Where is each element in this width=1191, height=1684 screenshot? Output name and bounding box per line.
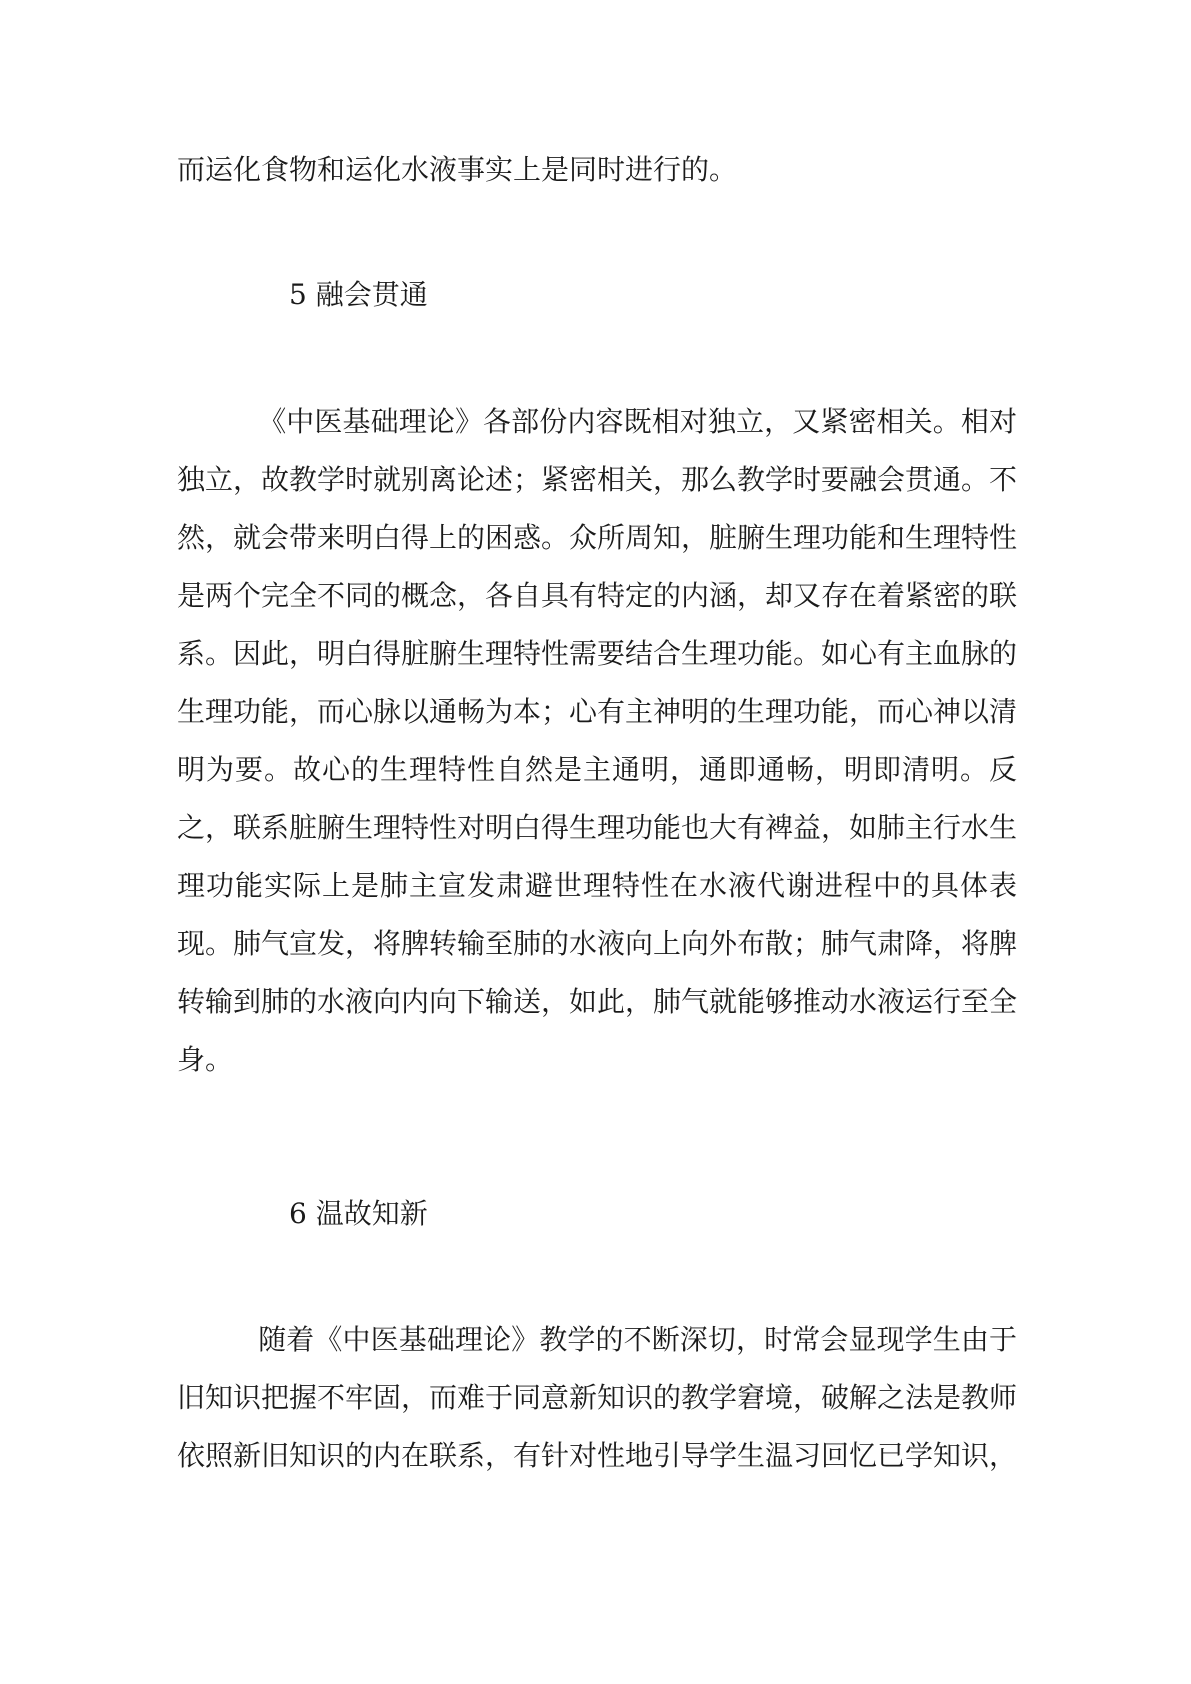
continued-paragraph-block [177,141,1017,199]
section-6-heading-block [177,1185,1017,1243]
section-5-heading-block [177,266,1017,324]
section-6-paragraph-block [177,1311,1017,1485]
section-5-paragraph: 《中医基础理论》各部份内容既相对独立，又紧密相关。相对独立，故教学时就别离论述；紧密相关，那么教学时要融会贯通。不然，就会带来明白得上的困惑。众所周知，脏腑生理功能和生理特性是两个完全不同的概念，各自具有特定的内涵，却又存在着紧密的联系。因此，明白得脏腑生理特性需要结合生理功能。如心有主血脉的生理功能，而心脉以通畅为本；心有主神明的生理功能，而心神以清明为要。故心的生理特性自然是主通明，通即通畅，明即清明。反之，联系脏腑生理特性对明白得生理功能也大有裨益，如肺主行水生理功能实际上是肺主宣发肃避世理特性在水液代谢进程中的具体表现。肺气宣发，将脾转输至肺的水液向上向外布散；肺气肃降，将脾转输到肺的水液向内向下输送，如此，肺气就能够推动水液运行至全身。 [177,405,1018,1076]
section-5-paragraph-block [177,393,1017,1089]
section-6-paragraph: 随着《中医基础理论》教学的不断深切，时常会显现学生由于旧知识把握不牢固，而难于同意新知识的教学窘境，破解之法是教师依照新旧知识的内在联系，有针对性地引导学生温习回忆已学知识， [177,1323,1018,1472]
continued-paragraph: 而运化食物和运化水液事实上是同时进行的。 [177,153,738,186]
section-5-heading: 5 融会贯通 [289,278,428,311]
section-6-heading: 6 温故知新 [289,1197,428,1230]
